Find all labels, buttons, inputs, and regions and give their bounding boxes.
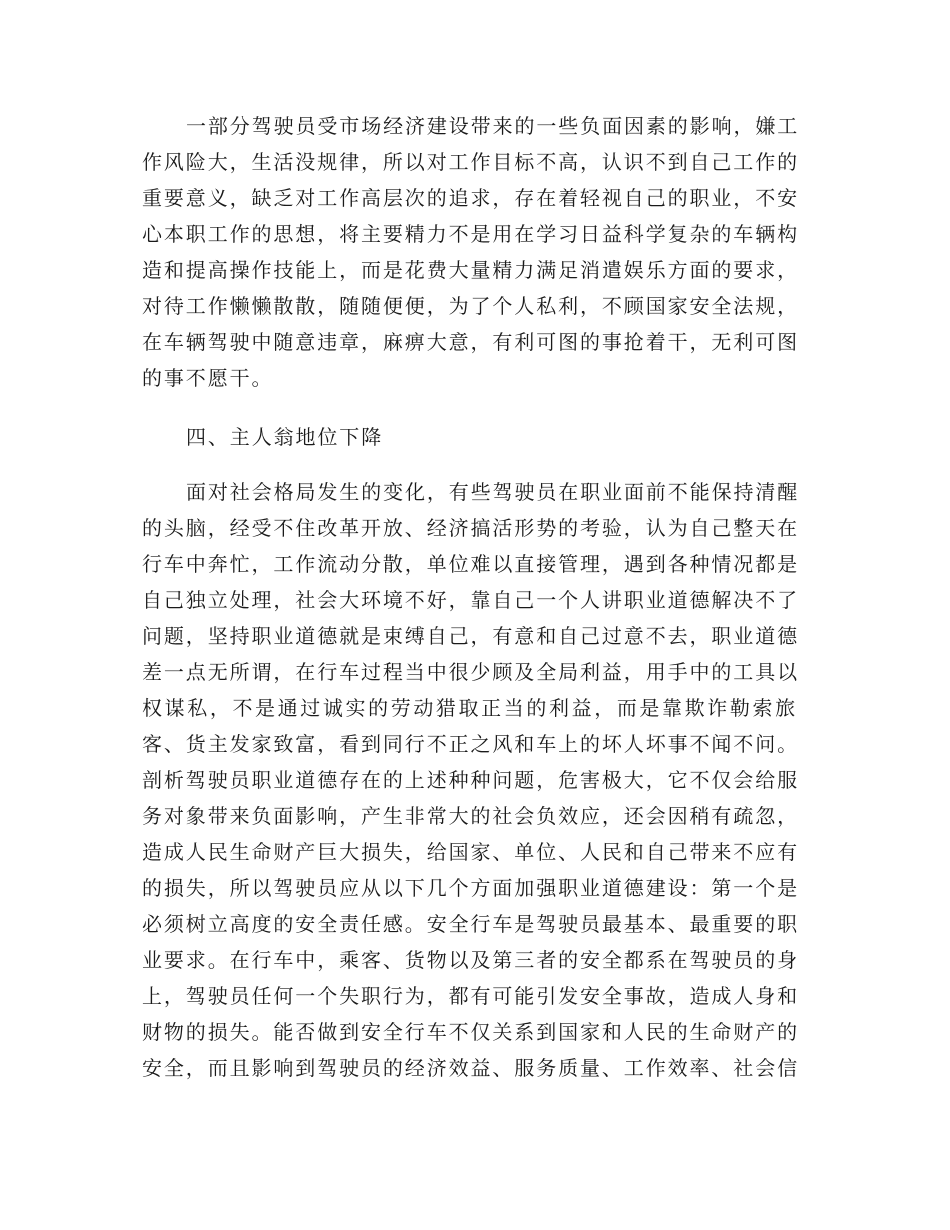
paragraph-2-line-7: 权谋私，不是通过诚实的劳动猎取正当的利益，而是靠欺诈勒索旅: [142, 696, 797, 720]
paragraph-2-line-12: 的损失，所以驾驶员应从以下几个方面加强职业道德建设：第一个是: [142, 876, 799, 900]
paragraph-1-line-3: 重要意义，缺乏对工作高层次的追求，存在着轻视自己的职业，不安: [142, 186, 799, 210]
paragraph-1-line-1: 一部分驾驶员受市场经济建设带来的一些负面因素的影响，嫌工: [186, 114, 800, 138]
paragraph-2-line-10: 务对象带来负面影响，产生非常大的社会负效应，还会因稍有疏忽，: [142, 804, 799, 828]
paragraph-1-line-2: 作风险大，生活没规律，所以对工作目标不高，认识不到自己工作的: [142, 150, 799, 174]
paragraph-2-line-13: 必须树立高度的安全责任感。安全行车是驾驶员最基本、最重要的职: [142, 912, 799, 936]
paragraph-2-line-17: 安全，而且影响到驾驶员的经济效益、服务质量、工作效率、社会信: [142, 1056, 799, 1080]
paragraph-2-line-14: 业要求。在行车中，乘客、货物以及第三者的安全都系在驾驶员的身: [142, 948, 799, 972]
paragraph-2-line-5: 问题，坚持职业道德就是束缚自己，有意和自己过意不去，职业道德: [142, 624, 799, 648]
paragraph-2-line-2: 的头脑，经受不住改革开放、经济搞活形势的考验，认为自己整天在: [142, 516, 799, 540]
section-heading: 四、主人翁地位下降: [186, 425, 384, 449]
paragraph-1-line-7: 在车辆驾驶中随意违章，麻痹大意，有利可图的事抢着干，无利可图: [142, 330, 799, 354]
paragraph-2-line-15: 上，驾驶员任何一个失职行为，都有可能引发安全事故，造成人身和: [142, 984, 799, 1008]
paragraph-1-line-8: 的事不愿干。: [142, 366, 274, 390]
paragraph-2-line-8: 客、货主发家致富，看到同行不正之风和车上的坏人坏事不闻不问。: [142, 732, 799, 756]
paragraph-2-line-16: 财物的损失。能否做到安全行车不仅关系到国家和人民的生命财产的: [142, 1020, 799, 1044]
paragraph-1-line-4: 心本职工作的思想，将主要精力不是用在学习日益科学复杂的车辆构: [142, 222, 799, 246]
paragraph-1-line-6: 对待工作懒懒散散，随随便便，为了个人私利，不顾国家安全法规，: [142, 294, 799, 318]
paragraph-2-line-3: 行车中奔忙，工作流动分散，单位难以直接管理，遇到各种情况都是: [142, 552, 799, 576]
paragraph-2-line-4: 自己独立处理，社会大环境不好，靠自己一个人讲职业道德解决不了: [142, 588, 799, 612]
paragraph-2-line-6: 差一点无所谓，在行车过程当中很少顾及全局利益，用手中的工具以: [142, 660, 799, 684]
paragraph-2-line-1: 面对社会格局发生的变化，有些驾驶员在职业面前不能保持清醒: [186, 480, 800, 504]
paragraph-1-line-5: 造和提高操作技能上，而是花费大量精力满足消遣娱乐方面的要求，: [142, 258, 799, 282]
paragraph-2-line-11: 造成人民生命财产巨大损失，给国家、单位、人民和自己带来不应有: [142, 840, 799, 864]
paragraph-2-line-9: 剖析驾驶员职业道德存在的上述种种问题，危害极大，它不仅会给服: [142, 768, 799, 792]
